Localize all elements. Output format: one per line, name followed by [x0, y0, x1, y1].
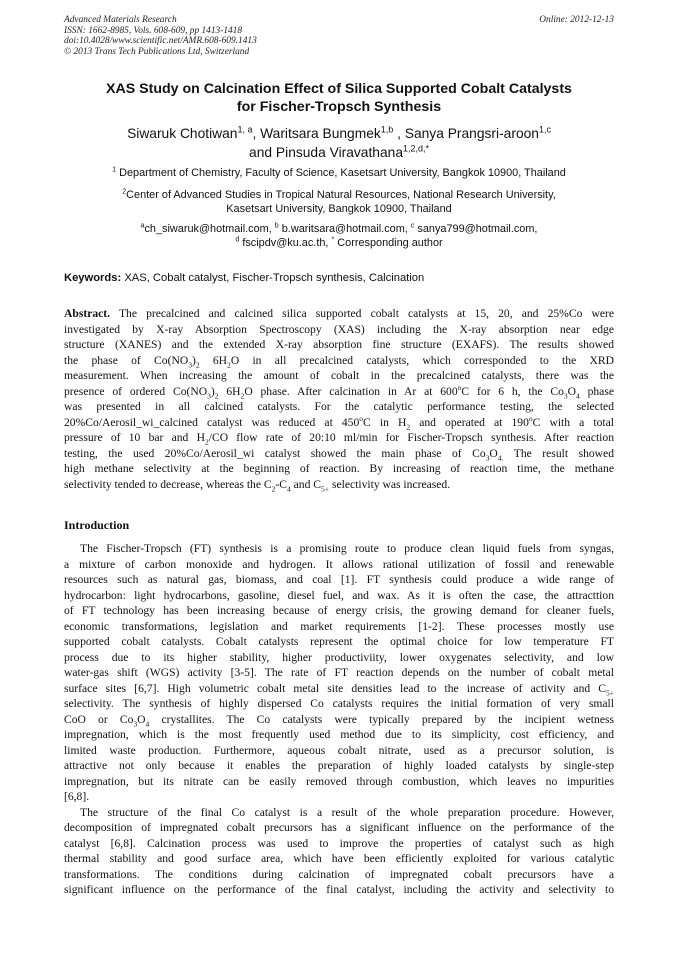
author-conjunction: and: [249, 145, 273, 160]
email-sup: d: [235, 235, 240, 244]
email-sup: c: [410, 221, 415, 230]
affiliation-text: Center of Advanced Studies in Tropical Natural Resources, National Research University,: [126, 189, 556, 201]
corresponding-note: Corresponding author: [337, 237, 443, 249]
keywords-text: XAS, Cobalt catalyst, Fischer-Tropsch synthesis, Calcination: [124, 272, 425, 284]
online-date: Online: 2012-12-13: [539, 15, 614, 25]
email-link[interactable]: sanya799@hotmail.com,: [417, 223, 538, 235]
paper-title: [64, 80, 614, 116]
affiliation-2: [64, 188, 614, 216]
keywords-label: Keywords:: [64, 272, 122, 284]
author-name: Sanya Prangsri-aroon: [404, 126, 539, 141]
author-name: Pinsuda Viravathana: [275, 145, 403, 160]
email-link[interactable]: b.waritsara@hotmail.com,: [281, 223, 408, 235]
author-name: Siwaruk Chotiwan: [127, 126, 238, 141]
corresponding-sup: *: [331, 235, 335, 244]
affiliation-text: Department of Chemistry, Faculty of Science, Kasetsart University, Bangkok 10900, Thailand: [119, 167, 566, 179]
abstract-label: Abstract.: [64, 307, 111, 320]
author-sup: 1,b: [380, 124, 394, 135]
title-line-1: XAS Study on Calcination Effect of Silica Supported Cobalt Catalysts: [106, 81, 572, 97]
email-link[interactable]: ch_siwaruk@hotmail.com,: [144, 223, 272, 235]
copyright: © 2013 Trans Tech Publications Ltd, Switzerland: [64, 46, 250, 57]
affiliation-sup: 1: [112, 165, 117, 174]
abstract: Abstract. The precalcined and calcined silica supported cobalt catalysts at 15, 20, and 25%Co were investigated by X-ray Absorption Spectroscopy (XAS) including the X-ray absorption near edge structure (XANES) and the extended X-ray absorption fine structure (EXAFS). The results showed the phase of $Co(NO_3)_2$ $6H_2O$ in all precalcined catalysts, which corresponded to the XRD measurement. When increasing the amount of cobalt in the precalcined catalysts, there was the presence of ordered $Co(NO_3)_2$ $6H_2O$ phase. After calcination in Ar at 600$^o$C for 6 h, the $Co_3O_4$ phase was presented in all calcined catalysts. For the catalytic performance testing, the selected 20%Co/Aerosil_wi_calcined catalyst was reduced at 450$^o$C in $H_2$ and operated at 190$^o$C with a total pressure of 10 bar and $H_2/CO$ flow rate of 20:10 ml/min for Fischer-Tropsch synthesis. After reaction testing, the used 20%Co/Aerosil_wi catalyst showed the main phase of $Co_3O_{4.}$ The result showed high methane selectivity at the beginning of reaction. By increasing of reaction time, the methane selectivity tended to decrease, whereas the $C_2-C_4$ and $C_{5+}$ selectivity was increased.: [64, 307, 614, 493]
affiliation-1: [64, 166, 614, 180]
author-name: Waritsara Bungmek: [260, 126, 381, 141]
author-list: Siwaruk Chotiwan$^{1, a}$, Waritsara Bungmek$^{1,b}$ , Sanya Prangsri-aroon$^{1,c}$ and Pinsuda Viravathana$^{1,2,d,*}$: [127, 124, 551, 160]
author-sup: 1,c: [538, 124, 551, 135]
title-line-2: for Fischer-Tropsch Synthesis: [236, 99, 442, 115]
journal-name: Advanced Materials Research: [64, 15, 177, 25]
author-sup: 1,2,d,*: [403, 143, 429, 154]
contact-emails: [64, 222, 614, 250]
keywords: [64, 271, 614, 285]
affiliation-text: Kasetsart University, Bangkok 10900, Thailand: [226, 203, 452, 215]
running-header: [64, 15, 614, 57]
introduction-body: The Fischer-Tropsch (FT) synthesis is a promising route to produce clean liquid fuels from syngas, a mixture of carbon monoxide and hydrogen. It allows rational utilization of fossil and renewable resources such as natural gas, biomass, and coal [1]. FT synthesis could produce a wide range of hydrocarbon: light hydrocarbons, gasoline, diesel fuel, and wax. As it is often the case, the attracttion of FT technology has been increasing because of energy crisis, the growing demand for cleaner fuels, economic transformations, legislation and market requirements [1-2]. These processes mostly use supported cobalt catalysts. Cobalt catalysts represent the optimal choice for low temperature FT process due to its higher stability, higher productiviity, lower oxygenates selectivity, and low water-gas shift (WGS) activity [3-5]. The rate of FT reaction depends on the number of cobalt metal surface sites [6,7]. High volumetric cobalt metal site densities lead to the increase of activity and $C_{5+}$ selectivity. The synthesis of highly dispersed Co catalysts requires the initial formation of very small CoO or $Co_3O_4$ crystallites. The Co catalysts were typically prepared by the incipient wetness impregnation, which is the most frequently used method due to its simplicity, cost efficiency, and limited waste production. Furthermore, aqueous cobalt nitrate, used as a precursor solution, is attractive not only because it enables the preparation of highly loaded catalysts by single-step impregnation, but its nitrate can be easily removed through combustion, which leaves no impurities [6,8]. The structure of the final Co catalyst is a result of the whole preparation procedure. However, decomposition of impregnated cobalt precursors has a significant influence on the performance of the catalyst [6,8]. Calcination process was used to improve the properties of catalyst such as high thermal stability and good surface area, which have been efficiently exploited for various catalytic transformations. The conditions during calcination of impregnated cobalt precursors have a significant influence on the performance of the final catalyst, including the activity and selectivity to: [64, 542, 614, 896]
email-link[interactable]: fscipdv@ku.ac.th,: [242, 237, 329, 249]
doi[interactable]: doi:10.4028/www.scientific.net/AMR.608-609.1413: [64, 36, 257, 46]
email-sup: a: [140, 221, 145, 230]
email-sup: b: [274, 221, 279, 230]
section-heading-introduction: Introduction: [64, 518, 130, 532]
issn: ISSN: 1662-8985, Vols. 608-609, pp 1413-1418: [64, 25, 243, 36]
affiliation-sup: 2: [122, 187, 127, 196]
author-sup: 1, a: [237, 124, 253, 135]
